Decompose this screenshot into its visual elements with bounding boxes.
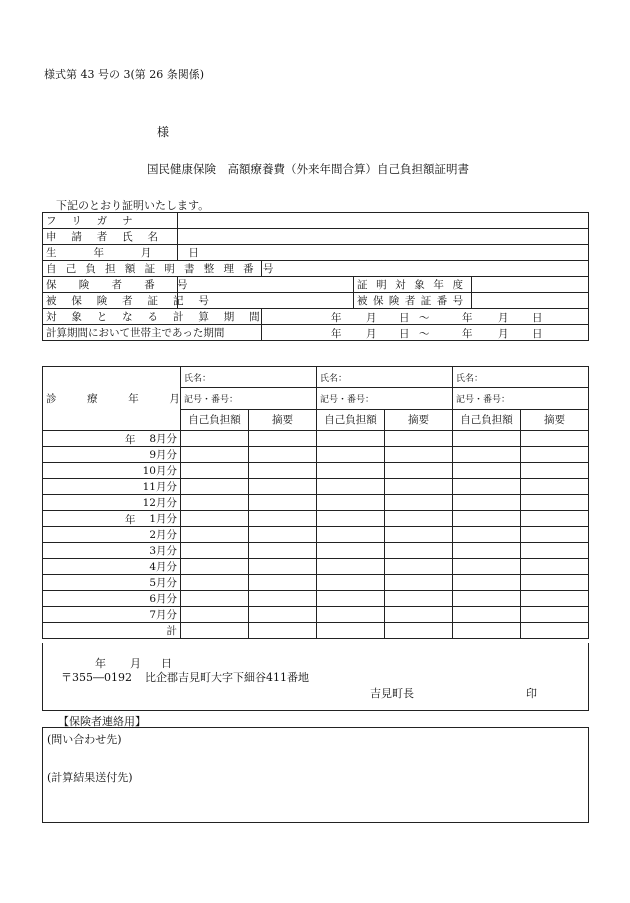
month-row <box>43 607 589 623</box>
summary-cell[interactable] <box>521 463 589 479</box>
applicant-name-label: 申 請 者 氏 名 <box>43 229 178 245</box>
person2-name[interactable]: 氏名： <box>317 367 453 388</box>
send-to-label: (計算結果送付先) <box>47 771 133 784</box>
person3-name[interactable]: 氏名： <box>453 367 589 388</box>
month-name: 8月分 <box>149 433 177 445</box>
self-pay-cell[interactable] <box>317 559 385 575</box>
insurer-number-field[interactable] <box>178 277 354 293</box>
cert-number-label: 自 己 負 担 額 証 明 書 整 理 番 号 <box>43 261 262 277</box>
self-pay-cell[interactable] <box>453 575 521 591</box>
total-cell[interactable] <box>181 623 249 639</box>
p2-selfpay-header: 自己負担額 <box>317 409 385 430</box>
p2-summary-header: 摘要 <box>385 409 453 430</box>
summary-cell[interactable] <box>521 607 589 623</box>
month-label <box>43 511 181 527</box>
self-pay-cell[interactable] <box>181 607 249 623</box>
self-pay-cell[interactable] <box>181 543 249 559</box>
summary-cell[interactable] <box>521 431 589 447</box>
self-pay-cell[interactable] <box>453 591 521 607</box>
total-cell[interactable] <box>453 623 521 639</box>
month-label <box>43 527 181 543</box>
applicant-name-field[interactable] <box>178 229 589 245</box>
month-label <box>43 447 181 463</box>
birth-date-field[interactable] <box>178 245 589 261</box>
self-pay-cell[interactable] <box>181 527 249 543</box>
month-name: 2月分 <box>149 529 177 541</box>
month-label <box>43 543 181 559</box>
furigana-field[interactable] <box>178 213 589 229</box>
footer-year: 年 <box>95 657 106 670</box>
month-row <box>43 591 589 607</box>
inquiry-label: (問い合わせ先) <box>47 733 122 746</box>
summary-cell[interactable] <box>521 447 589 463</box>
summary-cell[interactable] <box>385 607 453 623</box>
person1-name[interactable]: 氏名： <box>181 367 317 388</box>
self-pay-cell[interactable] <box>181 431 249 447</box>
calc-period-value[interactable] <box>262 309 589 325</box>
person1-number[interactable]: 記号・番号： <box>181 388 317 409</box>
self-pay-cell[interactable] <box>181 463 249 479</box>
person3-number[interactable]: 記号・番号： <box>453 388 589 409</box>
month-label <box>43 607 181 623</box>
total-label: 計 <box>43 623 181 639</box>
insured-card-label: 被 保 険 者 証 記 号 <box>43 293 178 309</box>
month-label <box>43 479 181 495</box>
self-pay-cell[interactable] <box>453 463 521 479</box>
summary-cell[interactable] <box>385 575 453 591</box>
calc-period-label: 対 象 と な る 計 算 期 間 <box>43 309 262 325</box>
head-year-1: 年 <box>331 328 342 340</box>
self-pay-cell[interactable] <box>181 479 249 495</box>
summary-cell[interactable] <box>385 463 453 479</box>
footer-day: 日 <box>161 657 172 670</box>
self-pay-cell[interactable] <box>181 447 249 463</box>
treatment-table <box>42 366 589 639</box>
month-row <box>43 511 589 527</box>
self-pay-cell[interactable] <box>453 447 521 463</box>
contact-box <box>42 727 589 823</box>
summary-cell[interactable] <box>249 447 317 463</box>
p3-summary-header: 摘要 <box>521 409 589 430</box>
head-month-2: 月 <box>498 328 509 340</box>
self-pay-cell[interactable] <box>317 495 385 511</box>
self-pay-cell[interactable] <box>317 447 385 463</box>
summary-cell[interactable] <box>385 431 453 447</box>
self-pay-cell[interactable] <box>317 575 385 591</box>
month-label <box>43 575 181 591</box>
summary-cell[interactable] <box>249 527 317 543</box>
total-cell[interactable] <box>249 623 317 639</box>
head-period-value[interactable] <box>262 325 589 341</box>
summary-cell[interactable] <box>385 479 453 495</box>
self-pay-cell[interactable] <box>453 559 521 575</box>
addressee-suffix: 様 <box>157 125 170 139</box>
month-name: 5月分 <box>149 577 177 589</box>
summary-cell[interactable] <box>249 575 317 591</box>
summary-cell[interactable] <box>249 495 317 511</box>
insurer-number-label: 保 険 者 番 号 <box>43 277 178 293</box>
month-name: 11月分 <box>142 481 177 493</box>
footer-month: 月 <box>130 657 141 670</box>
treatment-month-label: 診 療 年 月 <box>43 367 181 431</box>
summary-cell[interactable] <box>385 591 453 607</box>
self-pay-cell[interactable] <box>181 575 249 591</box>
self-pay-cell[interactable] <box>181 559 249 575</box>
head-tilde: 〜 <box>419 328 430 340</box>
total-cell[interactable] <box>521 623 589 639</box>
self-pay-cell[interactable] <box>453 607 521 623</box>
summary-cell[interactable] <box>385 511 453 527</box>
document-title: 国民健康保険 高額療養費（外来年間合算）自己負担額証明書 <box>147 162 469 176</box>
month-label <box>43 431 181 447</box>
month-name: 1月分 <box>149 513 177 525</box>
cert-number-field[interactable] <box>262 261 589 277</box>
self-pay-cell[interactable] <box>453 543 521 559</box>
calc-tilde: 〜 <box>419 312 430 324</box>
summary-cell[interactable] <box>521 495 589 511</box>
postal-code: 〒355―0192 <box>61 671 132 684</box>
head-year-2: 年 <box>462 328 473 340</box>
summary-cell[interactable] <box>249 591 317 607</box>
month-row <box>43 527 589 543</box>
month-name: 4月分 <box>149 561 177 573</box>
month-name: 9月分 <box>149 449 177 461</box>
summary-cell[interactable] <box>249 543 317 559</box>
month-label <box>43 495 181 511</box>
self-pay-cell[interactable] <box>453 479 521 495</box>
month-year-prefix: 年 <box>125 514 136 526</box>
calc-day-1: 日 <box>399 312 410 324</box>
calc-year-1: 年 <box>331 312 342 324</box>
month-row <box>43 495 589 511</box>
month-label <box>43 591 181 607</box>
head-day-1: 日 <box>399 328 410 340</box>
contact-heading: 【保険者連絡用】 <box>58 715 146 728</box>
month-name: 12月分 <box>142 497 177 509</box>
furigana-label: フ リ ガ ナ <box>43 213 178 229</box>
summary-cell[interactable] <box>521 511 589 527</box>
summary-cell[interactable] <box>521 527 589 543</box>
self-pay-cell[interactable] <box>453 495 521 511</box>
month-row <box>43 431 589 447</box>
summary-cell[interactable] <box>249 463 317 479</box>
mayor-title: 吉見町長 <box>370 687 414 700</box>
self-pay-cell[interactable] <box>317 431 385 447</box>
self-pay-cell[interactable] <box>317 511 385 527</box>
seal-mark: 印 <box>526 687 537 700</box>
self-pay-cell[interactable] <box>317 479 385 495</box>
summary-cell[interactable] <box>521 479 589 495</box>
summary-cell[interactable] <box>521 543 589 559</box>
month-row <box>43 447 589 463</box>
head-period-label: 計算期間において世帯主であった期間 <box>43 325 262 341</box>
insured-card-number-label: 被 保 険 者 証 番 号 <box>354 293 472 309</box>
summary-cell[interactable] <box>385 543 453 559</box>
head-day-2: 日 <box>532 328 543 340</box>
intro-text: 下記のとおり証明いたします。 <box>56 199 210 212</box>
footer-box <box>42 643 589 711</box>
summary-cell[interactable] <box>249 511 317 527</box>
calc-year-2: 年 <box>462 312 473 324</box>
p1-selfpay-header: 自己負担額 <box>181 409 249 430</box>
summary-cell[interactable] <box>385 527 453 543</box>
month-label <box>43 559 181 575</box>
person2-number[interactable]: 記号・番号： <box>317 388 453 409</box>
calc-month-1: 月 <box>366 312 377 324</box>
self-pay-cell[interactable] <box>317 527 385 543</box>
summary-cell[interactable] <box>521 559 589 575</box>
summary-cell[interactable] <box>385 495 453 511</box>
total-cell[interactable] <box>317 623 385 639</box>
month-name: 10月分 <box>142 465 177 477</box>
month-row <box>43 463 589 479</box>
self-pay-cell[interactable] <box>317 591 385 607</box>
form-number: 様式第 43 号の 3(第 26 条関係) <box>44 68 205 81</box>
summary-cell[interactable] <box>521 575 589 591</box>
summary-cell[interactable] <box>385 559 453 575</box>
self-pay-cell[interactable] <box>181 495 249 511</box>
month-row <box>43 559 589 575</box>
birth-date-label: 生 年 月 日 <box>43 245 178 261</box>
summary-cell[interactable] <box>385 447 453 463</box>
summary-cell[interactable] <box>249 559 317 575</box>
month-name: 7月分 <box>149 609 177 621</box>
p3-selfpay-header: 自己負担額 <box>453 409 521 430</box>
self-pay-cell[interactable] <box>317 543 385 559</box>
summary-cell[interactable] <box>521 591 589 607</box>
self-pay-cell[interactable] <box>453 431 521 447</box>
self-pay-cell[interactable] <box>317 463 385 479</box>
p1-summary-header: 摘要 <box>249 409 317 430</box>
summary-cell[interactable] <box>249 431 317 447</box>
cert-year-label: 証 明 対 象 年 度 <box>354 277 472 293</box>
self-pay-cell[interactable] <box>317 607 385 623</box>
month-row <box>43 575 589 591</box>
summary-cell[interactable] <box>249 607 317 623</box>
summary-cell[interactable] <box>249 479 317 495</box>
month-row <box>43 479 589 495</box>
self-pay-cell[interactable] <box>453 511 521 527</box>
self-pay-cell[interactable] <box>181 511 249 527</box>
month-year-prefix: 年 <box>125 434 136 446</box>
calc-day-2: 日 <box>532 312 543 324</box>
month-name: 6月分 <box>149 593 177 605</box>
month-row <box>43 543 589 559</box>
cert-year-field[interactable] <box>472 277 589 293</box>
calc-month-2: 月 <box>498 312 509 324</box>
month-name: 3月分 <box>149 545 177 557</box>
header-table <box>42 212 589 341</box>
self-pay-cell[interactable] <box>453 527 521 543</box>
insured-card-number-field[interactable] <box>472 293 589 309</box>
month-label <box>43 463 181 479</box>
address: 比企郡吉見町大字下細谷411番地 <box>145 671 309 684</box>
total-cell[interactable] <box>385 623 453 639</box>
head-month-1: 月 <box>366 328 377 340</box>
self-pay-cell[interactable] <box>181 591 249 607</box>
